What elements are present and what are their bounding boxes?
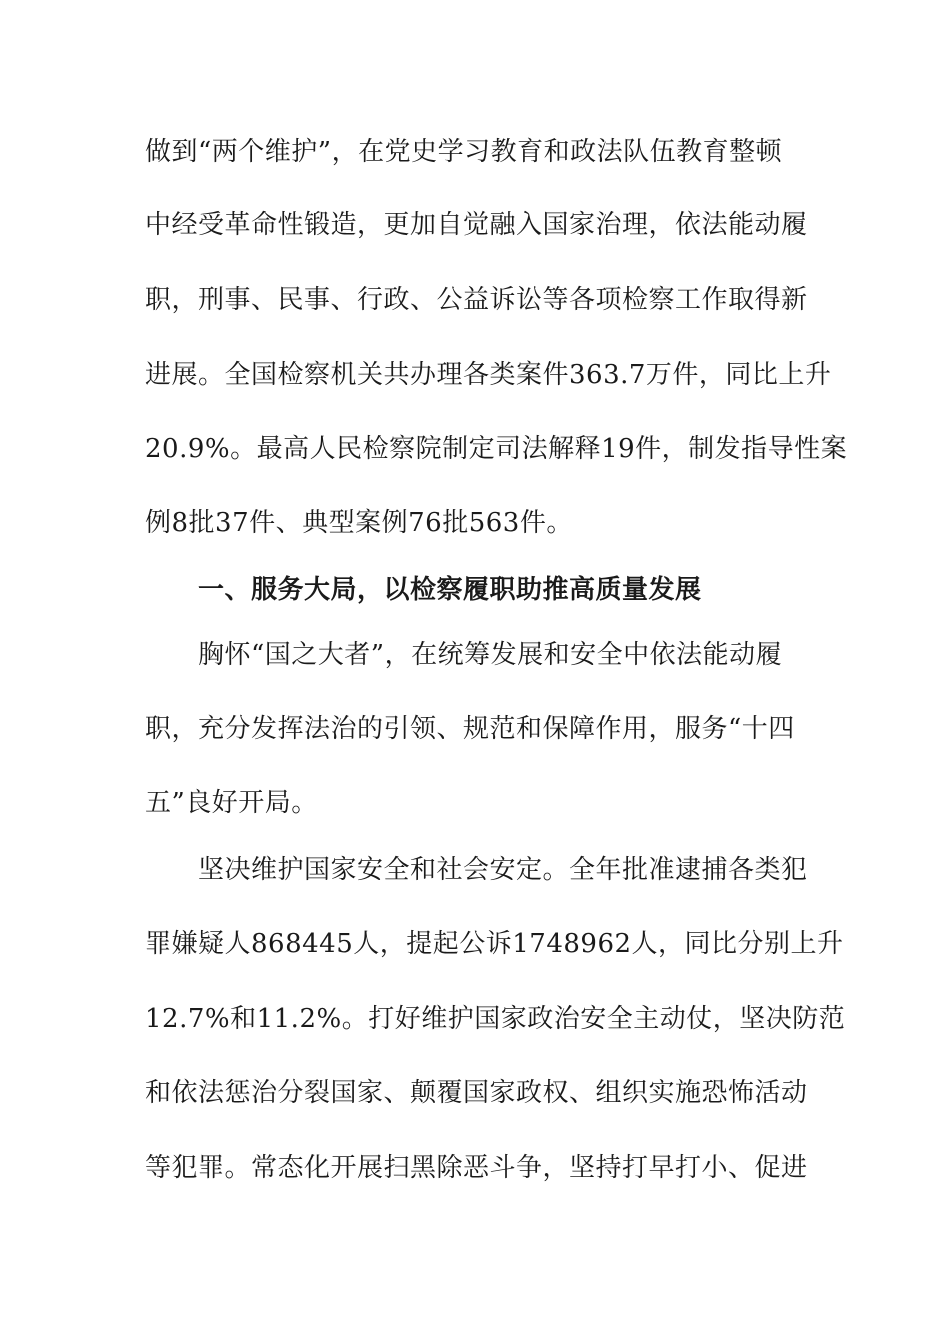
paragraph-line: 等犯罪。常态化开展扫黑除恶斗争，坚持打早打小、促进 [145,1153,808,1183]
intro-line: 例8批37件、典型案例76批563件。 [145,508,573,538]
intro-line: 做到“两个维护”，在党史学习教育和政法队伍教育整顿 [145,137,783,167]
intro-line: 进展。全国检察机关共办理各类案件363.7万件，同比上升 [145,360,832,390]
paragraph-line: 五”良好开局。 [145,788,318,818]
paragraph-line: 和依法惩治分裂国家、颠覆国家政权、组织实施恐怖活动 [145,1078,808,1108]
paragraph-line: 职，充分发挥法治的引领、规范和保障作用，服务“十四 [145,714,795,744]
intro-line: 20.9%。最高人民检察院制定司法解释19件，制发指导性案 [145,434,848,464]
intro-line: 中经受革命性锻造，更加自觉融入国家治理，依法能动履 [145,210,808,240]
paragraph-line: 坚决维护国家安全和社会安定。全年批准逮捕各类犯 [198,855,808,885]
paragraph-line: 12.7%和11.2%。打好维护国家政治安全主动仗，坚决防范 [145,1004,846,1034]
intro-line: 职，刑事、民事、行政、公益诉讼等各项检察工作取得新 [145,285,808,315]
section-heading: 一、服务大局，以检察履职助推高质量发展 [198,575,702,605]
paragraph-line: 罪嫌疑人868445人，提起公诉1748962人，同比分别上升 [145,929,844,959]
paragraph-line: 胸怀“国之大者”，在统筹发展和安全中依法能动履 [198,640,783,670]
